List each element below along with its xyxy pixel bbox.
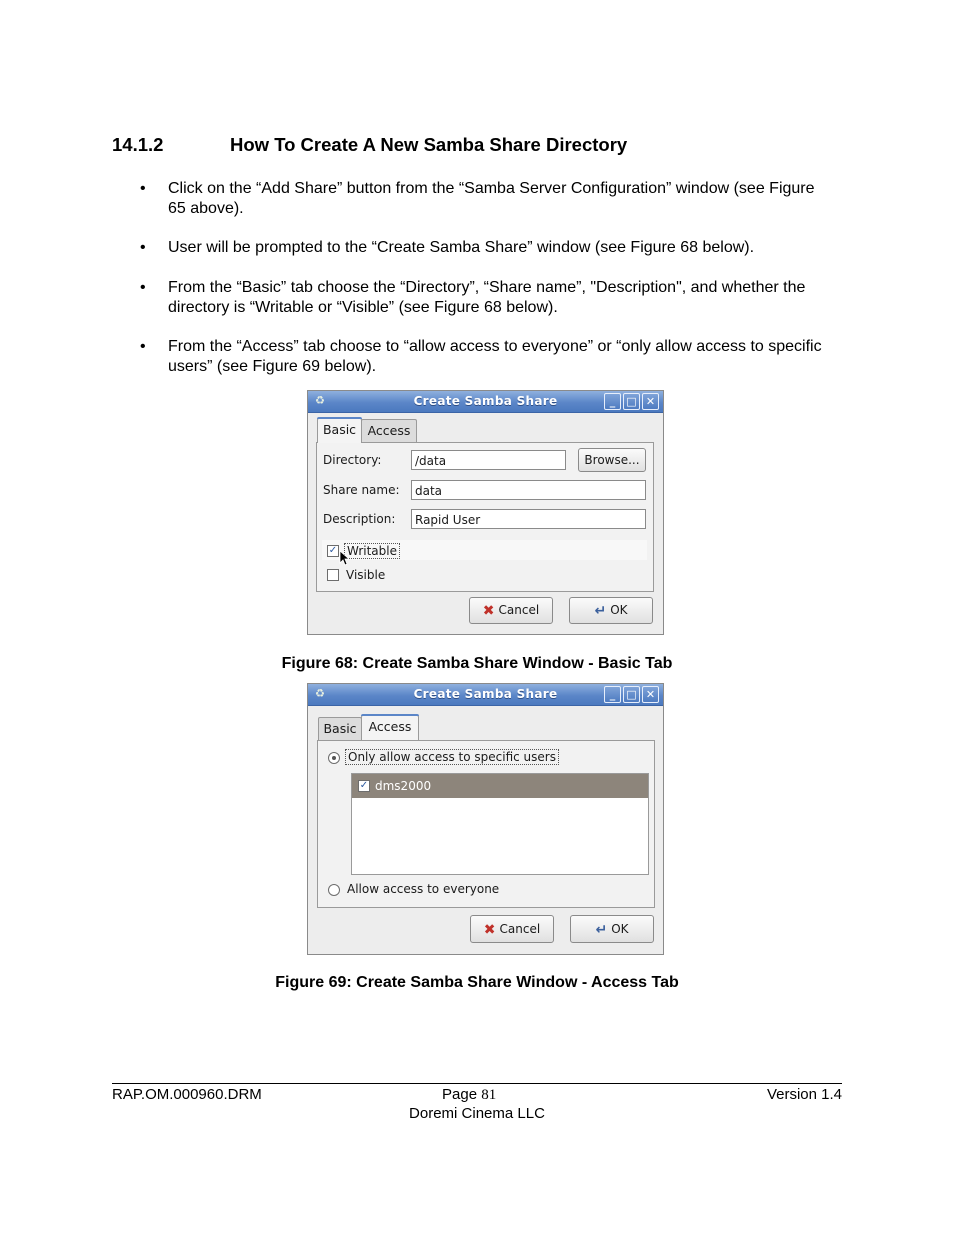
title-bar[interactable]: [308, 391, 663, 413]
bullet-marker: •: [140, 338, 146, 355]
everyone-label[interactable]: Allow access to everyone: [347, 882, 500, 896]
ok-button[interactable]: [570, 915, 654, 943]
close-button[interactable]: ✕: [642, 393, 659, 410]
list-item[interactable]: [352, 774, 648, 798]
specific-users-radio[interactable]: [328, 752, 340, 764]
ok-arrow-icon: ↵: [595, 922, 608, 938]
tab-access[interactable]: Access: [361, 715, 419, 740]
bullet-text: From the “Access” tab choose to “allow access to everyone” or “only allow access to specific users” (see Figure 69 below).: [168, 338, 822, 375]
footer-doc-id: RAP.OM.000960.DRM: [112, 1086, 262, 1103]
bullet-text: Click on the “Add Share” button from the “Samba Server Configuration” window (see Figure 65 above).: [168, 180, 815, 217]
tab-access[interactable]: Access: [361, 419, 417, 442]
bullet-marker: •: [140, 279, 146, 296]
writable-label[interactable]: Writable: [344, 543, 400, 559]
cancel-button[interactable]: [469, 597, 553, 624]
ok-label: OK: [611, 922, 629, 936]
cancel-button[interactable]: [470, 915, 554, 943]
mouse-pointer-icon: [339, 550, 349, 566]
folder-share-icon: ♻: [315, 687, 325, 700]
minimize-button[interactable]: _: [604, 686, 621, 703]
bullet-marker: •: [140, 239, 146, 256]
create-samba-share-dialog-basic: [307, 390, 664, 635]
section-number: 14.1.2: [112, 134, 164, 155]
bullet-text: From the “Basic” tab choose the “Directory”, “Share name”, "Description", and whether the directory is “Writable or “Visible” (see Figure 68 below).: [168, 279, 806, 316]
close-button[interactable]: ✕: [642, 686, 659, 703]
footer-page: [442, 1086, 496, 1104]
folder-share-icon: ♻: [315, 394, 325, 407]
writable-checkbox[interactable]: ✓: [328, 545, 338, 556]
ok-arrow-icon: ↵: [594, 603, 607, 619]
figure-69-caption: Figure 69: Create Samba Share Window - Access Tab: [275, 974, 679, 991]
everyone-radio[interactable]: [328, 884, 340, 896]
cancel-x-icon: ✖: [482, 603, 495, 619]
browse-button[interactable]: Browse...: [578, 448, 646, 472]
user-name: dms2000: [375, 779, 432, 793]
page-number: 81: [481, 1087, 497, 1103]
users-list[interactable]: [351, 773, 649, 875]
figure-68-caption: Figure 68: Create Samba Share Window - Basic Tab: [281, 655, 673, 672]
directory-input[interactable]: /data: [411, 450, 566, 470]
specific-users-label[interactable]: Only allow access to specific users: [345, 749, 559, 765]
user-checkbox[interactable]: ✓: [359, 780, 369, 791]
bullet-text: User will be prompted to the “Create Samba Share” window (see Figure 68 below).: [168, 239, 755, 256]
page-label: Page: [442, 1086, 478, 1103]
tab-basic[interactable]: Basic: [317, 418, 362, 443]
tab-basic[interactable]: Basic: [318, 717, 362, 740]
maximize-button[interactable]: □: [623, 393, 640, 410]
visible-checkbox[interactable]: [327, 569, 339, 581]
cancel-label: Cancel: [499, 922, 541, 936]
bullet-marker: •: [140, 180, 146, 197]
ok-label: OK: [610, 603, 628, 617]
create-samba-share-dialog-access: [307, 683, 664, 955]
share-name-input[interactable]: data: [411, 480, 646, 500]
visible-label[interactable]: Visible: [346, 568, 386, 582]
ok-button[interactable]: [569, 597, 653, 624]
share-name-label: Share name:: [323, 483, 400, 497]
minimize-button[interactable]: _: [604, 393, 621, 410]
directory-label: Directory:: [323, 453, 382, 467]
section-title: How To Create A New Samba Share Directory: [230, 134, 628, 155]
window-title: Create Samba Share: [413, 687, 558, 701]
footer-version: Version 1.4: [766, 1086, 842, 1103]
cancel-label: Cancel: [498, 603, 540, 617]
description-input[interactable]: Rapid User: [411, 509, 646, 529]
description-label: Description:: [323, 512, 396, 526]
title-bar[interactable]: [308, 684, 663, 706]
cancel-x-icon: ✖: [483, 922, 496, 938]
maximize-button[interactable]: □: [623, 686, 640, 703]
footer-company: Doremi Cinema LLC: [409, 1105, 545, 1122]
window-title: Create Samba Share: [413, 394, 558, 408]
footer-divider: [112, 1083, 842, 1084]
